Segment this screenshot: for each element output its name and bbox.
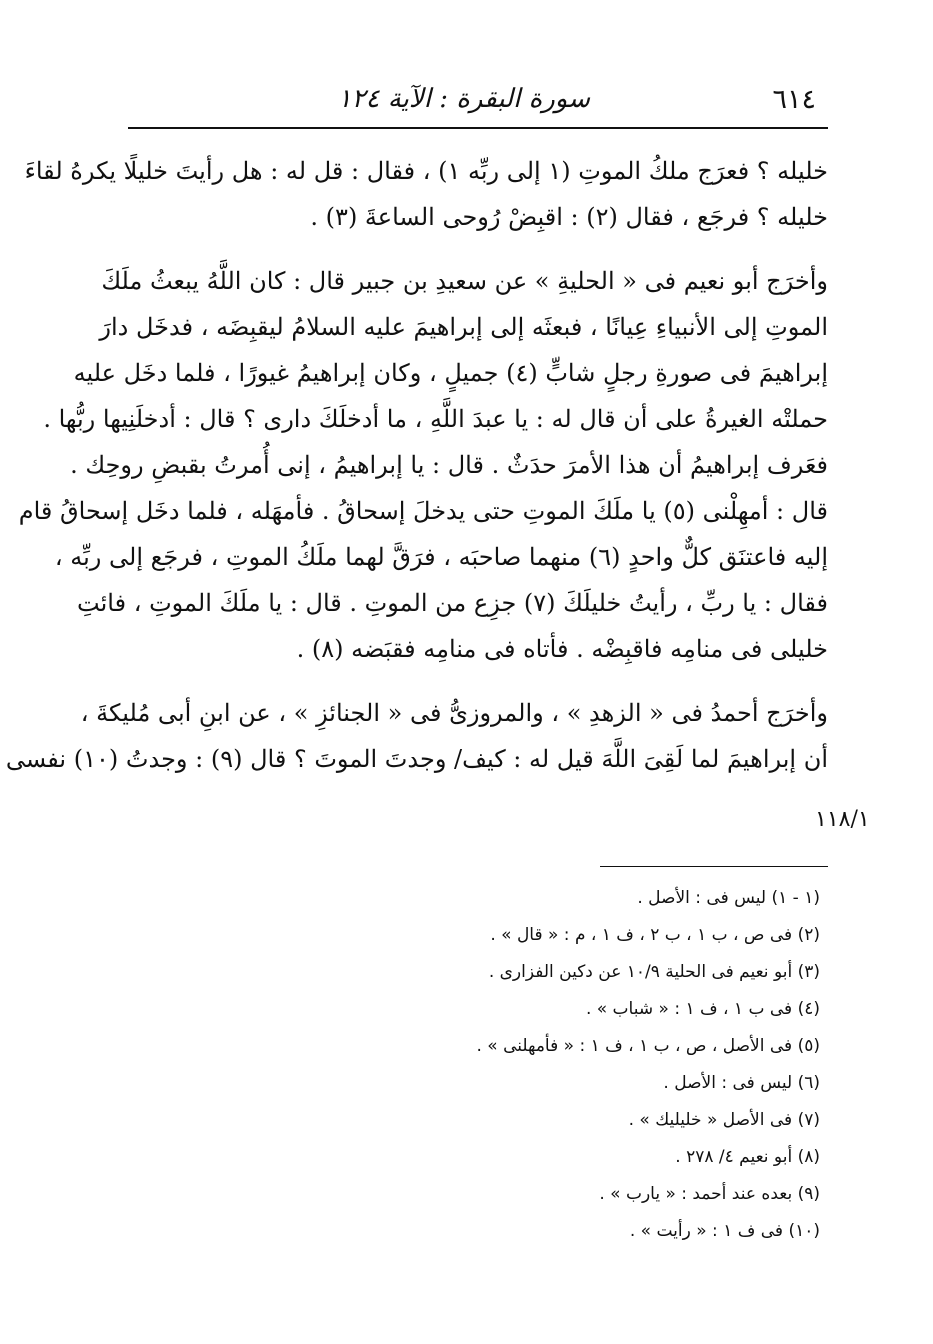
footnote: (٥) فى الأصل ، ص ، ب ١ ، ف ١ : « فأمهلنى » . [476, 1036, 820, 1056]
text-line: حملتْه الغيرةُ على أن قال له : يا عبدَ اللَّهِ ، ما أدخلَكَ دارى ؟ قال : أدخلَنِيها ربُّها . [43, 405, 828, 433]
text-line: إبراهيمَ فى صورةِ رجلٍ شابٍّ (٤) جميلٍ ، وكان إبراهيمُ غيورًا ، فلما دخَل عليه [73, 359, 828, 387]
text-line: خليله ؟ فرجَع ، فقال (٢) : اقبِضْ رُوحى الساعةَ (٣) . [310, 203, 828, 231]
footnote: (١٠) فى ف ١ : « رأيت » . [629, 1221, 820, 1241]
footnote: (٦) ليس فى : الأصل . [663, 1073, 820, 1093]
footnote: (١ - ١) ليس فى : الأصل . [637, 888, 820, 908]
text-line: أن إبراهيمَ لما لَقِىَ اللَّهَ قيل له : كيف/ وجدتَ الموتَ ؟ قال (٩) : وجدتُ (١٠) نفسى [5, 745, 828, 773]
page-header [128, 78, 828, 118]
text-line: خليلى فى منامِه فاقبِضْه . فأتاه فى منامِه فقبَضه (٨) . [296, 635, 828, 663]
text-line: قال : أمهِلْنى (٥) يا ملَكَ الموتِ حتى يدخلَ إسحاقُ . فأمهَله ، فلما دخَل إسحاقُ قام [18, 497, 828, 525]
running-title: سورة البقرة : الآية ١٢٤ [337, 84, 590, 114]
text-line: الموتِ إلى الأنبياءِ عِيانًا ، فبعثَه إلى إبراهيمَ عليه السلامُ ليقبِضَه ، فدخَل دارَ [99, 313, 828, 341]
footnotes [128, 880, 820, 1250]
text-line: فقال : يا ربِّ ، رأيتُ خليلَكَ (٧) جزِع من الموتِ . قال : يا ملَكَ الموتِ ، فائتِ [77, 589, 828, 617]
text-line: وأخرَج أحمدُ فى « الزهدِ » ، والمروزىُّ فى « الجنائزِ » ، عن ابنِ أبى مُليكةَ ، [80, 699, 828, 727]
footnote: (٧) فى الأصل « خليليك » . [628, 1110, 820, 1130]
footnote: (٢) فى ص ، ب ١ ، ب ٢ ، ف ١ ، م : « قال » . [490, 925, 820, 945]
footnote-rule [600, 866, 828, 867]
text-line: خليله ؟ فعرَج ملكُ الموتِ (١ إلى ربِّه ١) ، فقال : قل له : هل رأيتَ خليلًا يكرهُ لقاءَ [24, 157, 828, 185]
text-line: إليه فاعتنَق كلٌّ واحدٍ (٦) منهما صاحبَه ، فرَقَّ لهما ملَكُ الموتِ ، فرجَع إلى ربِّه ، [54, 543, 828, 571]
header-rule [128, 127, 828, 129]
page-number: ٦١٤ [772, 84, 816, 115]
footnote: (٩) بعده عند أحمد : « يارب » . [599, 1184, 820, 1204]
footnote: (٨) أبو نعيم ٤/ ٢٧٨ . [675, 1147, 820, 1167]
paragraph-gap [128, 240, 828, 258]
text-line: فعَرف إبراهيمُ أن هذا الأمرَ حدَثٌ . قال : يا إبراهيمُ ، إنى أُمرتُ بقبضِ روحِك . [70, 451, 828, 479]
text-line: وأخرَج أبو نعيم فى « الحليةِ » عن سعيدِ بن جبير قال : كان اللَّهُ يبعثُ ملَكَ [101, 267, 828, 295]
margin-reference: ١١٨/١ [815, 807, 870, 832]
main-text [5, 148, 828, 782]
paragraph-gap [128, 672, 828, 690]
footnote: (٣) أبو نعيم فى الحلية ١٠/٩ عن دكين الفزارى . [488, 962, 820, 982]
footnote: (٤) فى ب ١ ، ف ١ : « شباب » . [585, 999, 820, 1019]
